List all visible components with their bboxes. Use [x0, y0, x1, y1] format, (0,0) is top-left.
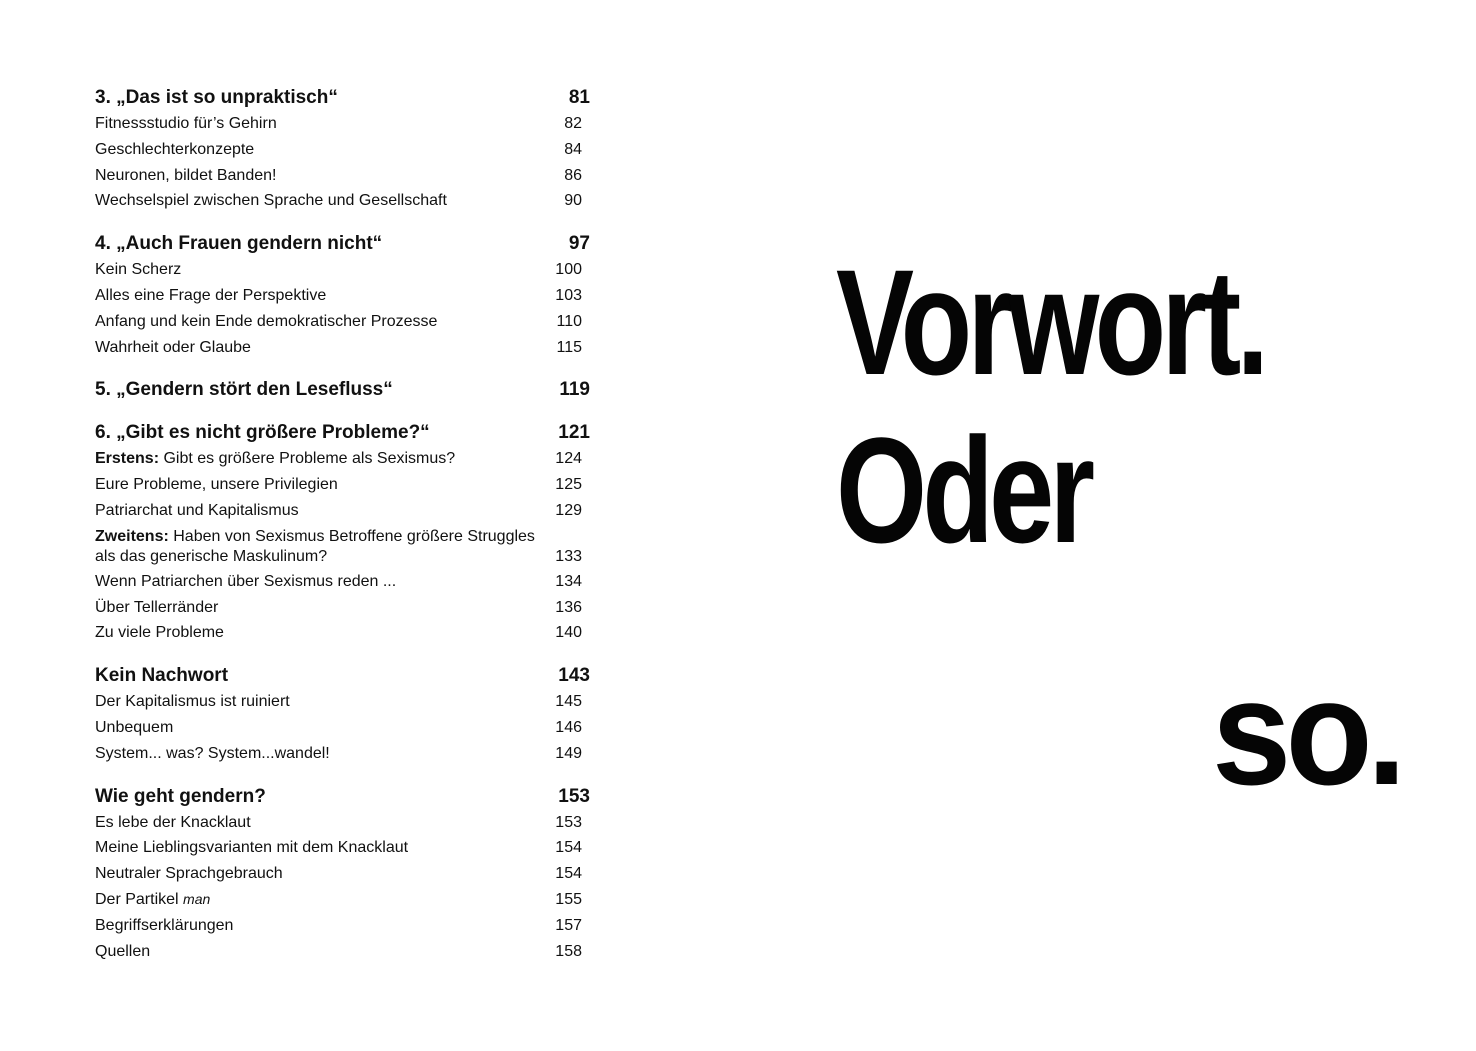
toc-chapter-heading: [95, 419, 590, 446]
toc-entry-text: [95, 335, 251, 361]
toc-entry-page: 100: [555, 261, 582, 279]
toc-entry-text: [95, 620, 224, 646]
toc-entry-label: Gibt es größere Probleme als Sexismus?: [163, 450, 456, 468]
toc-chapter-page: 121: [558, 422, 590, 444]
toc-entry: [95, 137, 590, 163]
toc-entry-page: 157: [555, 916, 582, 934]
toc-chapter-page: 153: [558, 785, 590, 807]
toc-section: [95, 230, 590, 360]
toc-entry-text: [95, 741, 330, 767]
toc-entry-label: Quellen: [95, 942, 151, 960]
toc-entry: [95, 715, 590, 741]
toc-entry-label: Alles eine Frage der Perspektive: [95, 286, 327, 304]
toc-entry-label: Eure Probleme, unsere Privilegien: [95, 476, 338, 494]
toc-entry: [95, 188, 590, 214]
toc-entry-label-continued: als das generische Maskulinum?: [95, 547, 328, 565]
toc-entry: [95, 257, 590, 283]
toc-chapter-title: 6. „Gibt es nicht größere Probleme?“: [95, 422, 430, 444]
toc-entry-label: Unbequem: [95, 718, 174, 736]
toc-entry-text: [95, 163, 276, 189]
toc-entry-label: Wechselspiel zwischen Sprache und Gesellschaft: [95, 192, 447, 210]
toc-entry-italic: man: [183, 890, 211, 907]
toc-entry-page: 154: [555, 839, 582, 857]
toc-entry-page: 134: [555, 572, 582, 590]
toc-chapter-title: Wie geht gendern?: [95, 785, 266, 807]
toc-section: [95, 376, 590, 403]
title-line-1: Vorwort.: [836, 238, 1265, 406]
toc-entry-page: 82: [564, 115, 582, 132]
toc-entry-label: Begriffserklärungen: [95, 916, 234, 934]
toc-entry-page: 124: [555, 450, 582, 468]
toc-chapter-page: 143: [558, 665, 590, 687]
toc-entry: [95, 111, 590, 137]
toc-entry: [95, 163, 590, 189]
toc-entry: [95, 835, 590, 861]
toc-entry-label: Neutraler Sprachgebrauch: [95, 865, 283, 883]
toc-entry-label: System... was? System...wandel!: [95, 744, 330, 762]
table-of-contents: [95, 84, 590, 980]
toc-entry: [95, 810, 590, 836]
toc-entry-text: [95, 188, 447, 214]
toc-entry-label: Der Partikel: [95, 890, 179, 908]
toc-entry-label: Kein Scherz: [95, 261, 182, 279]
toc-entry-lead: Zweitens:: [95, 527, 169, 545]
toc-entry: [95, 472, 590, 498]
toc-entry: [95, 595, 590, 621]
toc-entry: [95, 913, 590, 939]
toc-entry-label: Der Kapitalismus ist ruiniert: [95, 693, 290, 711]
toc-entry-page: 145: [555, 693, 582, 711]
toc-entry-page: 86: [564, 166, 582, 184]
toc-chapter-page: 81: [568, 87, 590, 108]
toc-chapter-title: 4. „Auch Frauen gendern nicht“: [95, 233, 383, 255]
toc-entry-page: 149: [555, 744, 582, 762]
toc-entry: [95, 498, 590, 524]
toc-chapter-heading: [95, 84, 590, 111]
toc-chapter-heading: [95, 783, 590, 810]
toc-entry: [95, 335, 590, 361]
toc-entry-text: [95, 887, 210, 913]
toc-entry: [95, 283, 590, 309]
toc-entry: [95, 569, 590, 595]
toc-entry-page: 84: [564, 140, 582, 158]
toc-entry-page: 129: [555, 501, 582, 519]
toc-entry: [95, 446, 590, 472]
toc-entry: [95, 939, 590, 965]
title-line-3: so.: [1212, 648, 1401, 816]
toc-entry-text: [95, 689, 290, 715]
toc-entry-page: 115: [556, 338, 582, 356]
toc-entry-page: 133: [555, 547, 582, 565]
toc-entry: [95, 620, 590, 646]
toc-entry-page: 153: [555, 813, 582, 831]
toc-entry-text: [95, 309, 437, 335]
toc-chapter-heading: [95, 376, 590, 403]
toc-entry-text: [95, 595, 218, 621]
toc-entry-label: Über Tellerränder: [95, 598, 219, 616]
toc-chapter-page: 97: [568, 233, 590, 255]
toc-entry-text: [95, 913, 233, 939]
toc-chapter-title: 3. „Das ist so unpraktisch“: [95, 87, 338, 108]
toc-entry-text: [95, 446, 455, 472]
toc-entry-label: Wenn Patriarchen über Sexismus reden ...: [95, 572, 397, 590]
chapter-title: [836, 238, 1264, 574]
toc-entry-label: Neuronen, bildet Banden!: [95, 166, 277, 184]
toc-entry-text: [95, 283, 326, 309]
toc-section: [95, 84, 590, 214]
toc-entry-text: [95, 569, 396, 595]
toc-entry-page: 125: [555, 476, 582, 494]
toc-entry-text: [95, 835, 408, 861]
toc-entry-text: [95, 111, 277, 137]
toc-chapter-page: 119: [559, 379, 590, 401]
toc-entry-text: [95, 939, 150, 965]
toc-entry: [95, 309, 590, 335]
toc-entry-label: Patriarchat und Kapitalismus: [95, 501, 299, 519]
toc-entry-label: Wahrheit oder Glaube: [95, 338, 251, 356]
toc-entry: [95, 524, 590, 569]
toc-chapter-title: 5. „Gendern stört den Lesefluss“: [95, 379, 393, 401]
toc-entry-text: [95, 137, 254, 163]
toc-entry-label: Anfang und kein Ende demokratischer Prozesse: [95, 312, 438, 330]
toc-entry-page: 154: [555, 865, 582, 883]
toc-entry: [95, 861, 590, 887]
toc-entry-label: Geschlechterkonzepte: [95, 140, 255, 158]
toc-chapter-heading: [95, 662, 590, 689]
toc-entry-page: 155: [555, 890, 582, 908]
toc-entry-label: Es lebe der Knacklaut: [95, 813, 251, 831]
toc-entry-page: 146: [555, 718, 582, 736]
toc-entry: [95, 689, 590, 715]
toc-entry: [95, 741, 590, 767]
toc-entry-label: Haben von Sexismus Betroffene größere Struggles: [173, 527, 535, 545]
toc-chapter-heading: [95, 230, 590, 257]
toc-entry-text: [95, 527, 535, 567]
toc-entry-page: 103: [555, 286, 582, 304]
toc-entry-text: [95, 257, 181, 283]
toc-entry-text: [95, 472, 338, 498]
toc-section: [95, 419, 590, 646]
toc-entry-text: [95, 810, 251, 836]
toc-entry-page: 90: [564, 192, 582, 210]
toc-entry-page: 140: [555, 624, 582, 642]
toc-entry-text: [95, 861, 283, 887]
title-line-2: Oder: [836, 406, 1091, 574]
toc-entry-page: 136: [555, 598, 582, 616]
toc-entry-lead: Erstens:: [95, 450, 160, 468]
toc-section: [95, 662, 590, 766]
toc-entry-page: 158: [555, 942, 582, 960]
toc-entry-page: 110: [556, 312, 582, 330]
toc-entry-label: Fitnessstudio für’s Gehirn: [95, 115, 277, 132]
toc-entry-text: [95, 715, 173, 741]
toc-entry-label: Meine Lieblingsvarianten mit dem Knacklaut: [95, 839, 409, 857]
toc-section: [95, 783, 590, 965]
toc-entry: [95, 887, 590, 913]
toc-entry-text: [95, 498, 299, 524]
toc-chapter-title: Kein Nachwort: [95, 665, 229, 687]
toc-entry-label: Zu viele Probleme: [95, 624, 224, 642]
